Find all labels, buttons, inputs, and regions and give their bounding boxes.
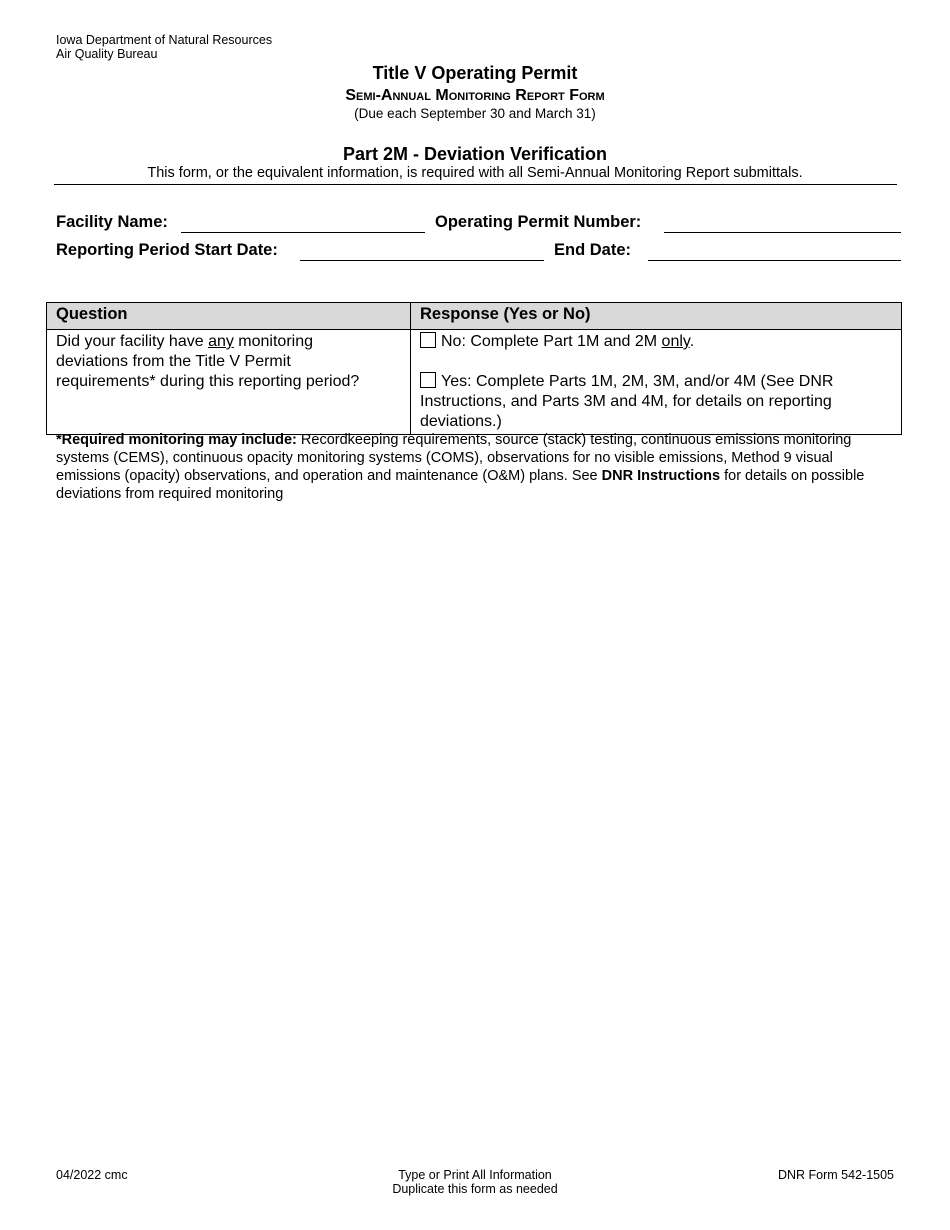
table-row xyxy=(47,330,902,435)
start-date-field[interactable] xyxy=(300,260,544,261)
facility-name-field[interactable] xyxy=(181,232,425,233)
end-date-label: End Date: xyxy=(554,241,632,259)
question-header: Question xyxy=(47,303,411,330)
part-title: Part 2M - Deviation Verification xyxy=(342,144,608,164)
form-title: Title V Operating Permit xyxy=(372,63,578,83)
start-date-label: Reporting Period Start Date: xyxy=(56,241,278,259)
yes-option xyxy=(420,372,892,432)
note-text-end: for details on possible deviations from required monitoring xyxy=(56,468,865,502)
agency-name: Iowa Department of Natural Resources xyxy=(56,33,273,47)
footer-line-1: Type or Print All Information xyxy=(398,1168,552,1182)
due-dates: (Due each September 30 and March 31) xyxy=(354,106,596,121)
header-divider xyxy=(54,184,897,185)
no-checkbox[interactable] xyxy=(420,332,436,348)
no-option-end: . xyxy=(689,333,695,350)
footer-form-number: DNR Form 542-1505 xyxy=(777,1168,894,1182)
permit-number-field[interactable] xyxy=(664,232,901,233)
yes-option-text: Yes: Complete Parts 1M, 2M, 3M, and/or 4M (See DNR Instructions, and Parts 3M and 4M, for details on reporting deviations.) xyxy=(420,373,834,430)
question-cell xyxy=(47,330,411,435)
no-option xyxy=(420,332,892,352)
question-text-1: Did your facility have xyxy=(56,333,209,350)
bureau-name: Air Quality Bureau xyxy=(56,47,158,61)
no-option-emphasis: only xyxy=(661,333,690,350)
question-text-2: monitoring deviations from the Title V Permit requirements* during this reporting period? xyxy=(56,333,360,390)
facility-name-label: Facility Name: xyxy=(56,213,168,231)
note-lead: *Required monitoring may include: xyxy=(56,432,297,448)
no-option-text: No: Complete Part 1M and 2M xyxy=(441,333,662,350)
footer-line-2: Duplicate this form as needed xyxy=(392,1182,558,1196)
end-date-field[interactable] xyxy=(648,260,901,261)
agency-block xyxy=(56,33,272,61)
note-text: Recordkeeping requirements, source (stack) testing, continuous emissions monitoring systems (CEMS), continuous opacity monitoring systems (COMS), observations for no visible emissions, Method 9 visual emissions (opacity) observations, and operation and maintenance (O&M) plans. See xyxy=(56,432,852,484)
note-reference: DNR Instructions xyxy=(601,468,721,484)
table-header-row xyxy=(47,303,902,330)
form-subtitle: Semi-Annual Monitoring Report Form xyxy=(345,87,605,104)
response-cell xyxy=(411,330,902,435)
permit-number-label: Operating Permit Number: xyxy=(435,213,642,231)
requirement-note: This form, or the equivalent information, is required with all Semi-Annual Monitoring Report submittals. xyxy=(147,165,803,181)
deviation-table xyxy=(46,302,902,435)
yes-checkbox[interactable] xyxy=(420,372,436,388)
response-header: Response (Yes or No) xyxy=(411,303,902,330)
footer-date-code: 04/2022 cmc xyxy=(56,1168,128,1182)
required-monitoring-note xyxy=(56,431,896,503)
question-emphasis: any xyxy=(208,333,234,350)
